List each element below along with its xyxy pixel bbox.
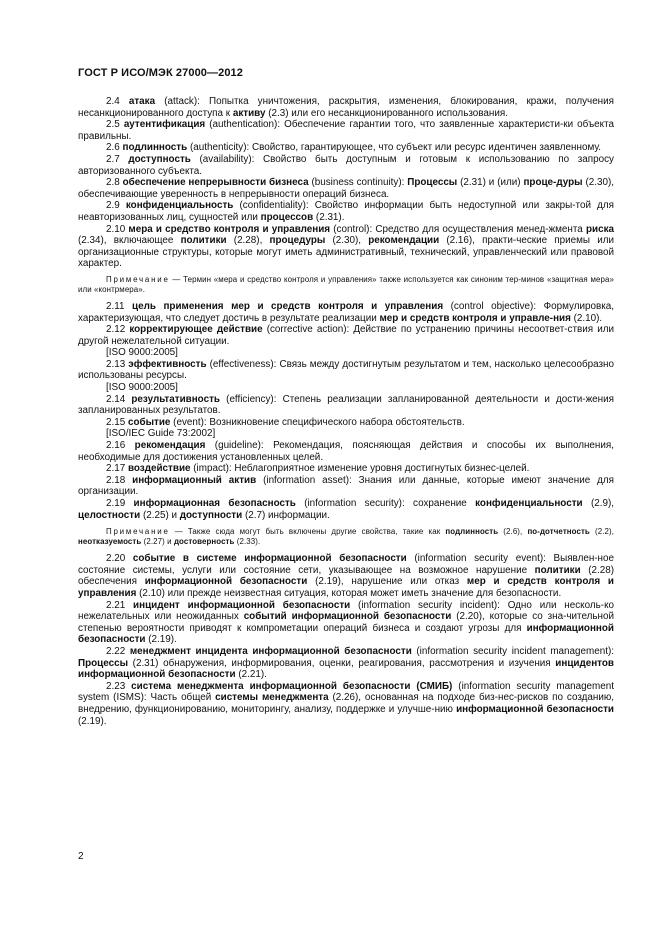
text-run: 2.12 xyxy=(106,324,130,336)
bold-term: событий информационной безопасности xyxy=(243,611,452,623)
bold-term: информационной безопасности xyxy=(144,576,308,588)
text-run: (2.19). xyxy=(145,634,177,646)
bold-term: мер и средств контроля и управле-ния xyxy=(379,312,571,324)
bold-term: мер и средств контроля и управления xyxy=(78,576,614,599)
text-run: (authenticity): Свойство, гарантирующее, что субъект или ресурс идентичен заявленному. xyxy=(187,142,602,154)
bold-term: мера и средство контроля и управления xyxy=(128,223,331,235)
text-run: (2.25) и xyxy=(140,509,180,521)
text-run: (information security management system (ISMS): Часть общей xyxy=(78,680,615,704)
text-run: (2.26), основанная на подходе биз-нес-рисков по созданию, внедрению, функционированию, мониторингу, анализу, поддержке и улучше-нию xyxy=(78,692,615,715)
bold-term: рекомендации xyxy=(368,235,440,247)
bold-term: процессов xyxy=(260,211,314,223)
bold-term: событие в системе информационной безопасности xyxy=(132,553,407,565)
text-run: 2.19 xyxy=(106,498,134,509)
bold-term: событие xyxy=(127,416,171,428)
term-definition xyxy=(78,200,614,223)
text-run: [ISO 9000:2005] xyxy=(106,347,178,359)
text-run: (2.19). xyxy=(78,715,107,727)
bold-term: доступность xyxy=(128,153,191,165)
bold-term: по-дотчетность xyxy=(527,527,590,537)
note-label: Примечание xyxy=(106,274,170,284)
text-run: 2.23 xyxy=(106,680,132,692)
term-definition xyxy=(78,154,614,177)
text-run: (2.28), xyxy=(226,235,270,247)
term-definition xyxy=(78,301,614,324)
text-run: (control): Средство для осуществления менед-жмента xyxy=(330,223,586,235)
text-run: 2.20 xyxy=(106,553,133,565)
term-definition xyxy=(78,440,614,463)
text-run: (2.7) информации. xyxy=(242,509,330,521)
term-definition xyxy=(78,417,614,429)
text-run: (2.30), обеспечивающие уверенность в непрерывности операций бизнеса. xyxy=(78,177,614,200)
text-run: (information security incident management): xyxy=(411,645,614,657)
text-run: 2.16 xyxy=(106,440,135,452)
text-run: 2.11 xyxy=(106,300,133,312)
reference-citation xyxy=(78,428,614,440)
document-header: ГОСТ Р ИСО/МЭК 27000—2012 xyxy=(78,67,243,79)
text-run: — Термин «мера и средство контроля и управления» также используется как синоним тер-минов «защитная мера» или «контрмера». xyxy=(78,274,614,294)
term-definition xyxy=(78,600,614,646)
text-run: (business continuity): xyxy=(308,177,408,189)
bold-term: подлинность xyxy=(122,142,188,154)
text-run: (2.33). xyxy=(234,537,261,547)
text-run: (2.10) или прежде неизвестная ситуация, которая может иметь значение для безопасности. xyxy=(136,587,562,599)
bold-term: политики xyxy=(180,235,227,247)
text-run: (attack): Попытка уничтожения, раскрытия, изменения, блокирования, кражи, получения несанкционированного доступа к xyxy=(78,96,614,119)
text-run: (information security incident): Одно или несколь-ко нежелательных или неожиданных xyxy=(78,599,614,623)
bold-term: обеспечение непрерывности бизнеса xyxy=(122,177,309,189)
text-run: [ISO 9000:2005] xyxy=(106,382,178,394)
document-body xyxy=(78,96,614,727)
text-run: (2.19), нарушение или отказ xyxy=(307,576,467,588)
text-run: (2.27) и xyxy=(141,537,174,547)
bold-term: корректирующее действие xyxy=(129,324,263,336)
text-run: 2.18 xyxy=(106,474,133,486)
bold-term: воздействие xyxy=(127,463,191,475)
bold-term: неотказуемость xyxy=(78,537,142,547)
text-run: 2.22 xyxy=(106,645,130,657)
bold-term: Процессы xyxy=(78,657,129,669)
text-run: (control objective): Формулировка, характеризующая, что следует достичь в результате реализации xyxy=(78,300,614,324)
term-definition xyxy=(78,142,614,154)
text-run: (2.31). xyxy=(313,211,345,223)
term-definition xyxy=(78,324,614,347)
term-definition xyxy=(78,646,614,681)
term-definition xyxy=(78,177,614,200)
text-run: (2.20), которые со зна-чительной степенью вероятности приводят к компрометации операций бизнеса и создают угрозы для xyxy=(78,611,614,634)
bold-term: целостности xyxy=(78,509,141,521)
bold-term: инцидентов информационной безопасности xyxy=(78,657,614,681)
term-definition xyxy=(78,553,614,599)
bold-term: инцидент информационной безопасности xyxy=(133,599,351,611)
bold-term: политики xyxy=(534,564,581,576)
text-run: 2.13 xyxy=(106,358,129,370)
text-run: (authentication): Обеспечение гарантии того, что заявленные характеристи-ки объекта правильны. xyxy=(78,119,614,142)
note-label: Примечание xyxy=(106,527,170,537)
term-definition xyxy=(78,681,614,727)
text-run: (availability): Свойство быть доступным и готовым к использованию по запросу авторизованного субъекта. xyxy=(78,153,614,177)
bold-term: эффективность xyxy=(128,358,207,370)
text-run: 2.9 xyxy=(106,200,126,212)
reference-citation xyxy=(78,347,614,359)
text-run: — Также сюда могут быть включены другие свойства, такие как xyxy=(169,527,446,537)
text-run: (2.16), практи-ческие приемы или организационные структуры, которые могут иметь административный, технический, управленческий или правовой характер. xyxy=(78,235,614,270)
bold-term: информационной безопасности xyxy=(78,622,614,646)
bold-term: цель применения мер и средств контроля и управления xyxy=(132,300,444,312)
bold-term: система менеджмента информационной безопасности (СМИБ) xyxy=(131,680,453,692)
text-run: 2.21 xyxy=(106,599,134,611)
text-run: (information security): сохранение xyxy=(295,498,476,509)
text-run: (2.21). xyxy=(235,669,267,681)
note-paragraph xyxy=(78,275,614,295)
text-run: 2.7 xyxy=(106,153,129,165)
text-run: (information security event): Выявлен-ное состояние системы, услуги или состояние сети, указывающее на возможное нарушение xyxy=(78,553,614,576)
bold-term: активу xyxy=(232,107,266,119)
text-run: (2.31) и (или) xyxy=(457,177,524,189)
text-run: (confidentiality): Свойство информации быть недоступной или закры-той для неавторизованных лиц, сущностей или xyxy=(78,200,614,223)
text-run: (corrective action): Действие по устранению причины несоответ-ствия или другой нежелательной ситуации. xyxy=(78,324,614,347)
text-run: (2.31) обнаружения, информирования, оценки, реагирования, рассмотрения и изучения xyxy=(128,657,556,669)
bold-term: менеджмент инцидента информационной безопасности xyxy=(129,645,412,657)
term-definition xyxy=(78,475,614,498)
note-paragraph xyxy=(78,527,614,547)
bold-term: системы менеджмента xyxy=(215,692,329,704)
text-run: (efficiency): Степень реализации запланированной деятельности и дости-жения запланированных результатов. xyxy=(78,393,614,417)
bold-term: информационной безопасности xyxy=(456,703,614,715)
text-run: (2.10). xyxy=(570,312,603,324)
term-definition xyxy=(78,224,614,270)
bold-term: аутентификация xyxy=(123,119,206,131)
bold-term: достоверность xyxy=(173,537,235,547)
bold-term: риска xyxy=(585,223,614,235)
text-run: (2.3) или его несанкционированного использования. xyxy=(265,107,508,119)
text-run: 2.14 xyxy=(106,393,132,405)
bold-term: подлинность xyxy=(445,527,499,537)
text-run: 2.5 xyxy=(106,119,124,131)
term-definition xyxy=(78,498,614,521)
text-run: 2.10 xyxy=(106,223,129,235)
term-definition xyxy=(78,463,614,475)
bold-term: рекомендация xyxy=(134,440,206,452)
bold-term: результативность xyxy=(131,393,220,405)
reference-citation xyxy=(78,382,614,394)
text-run: (impact): Неблагоприятное изменение уровня достигнутых бизнес-целей. xyxy=(190,463,530,475)
text-run: (2.28) обеспечения xyxy=(78,564,614,588)
text-run: (2.34), включающее xyxy=(78,235,181,247)
bold-term: конфиденциальности xyxy=(475,498,583,509)
text-run: 2.8 xyxy=(106,177,123,189)
bold-term: конфиденциальность xyxy=(125,200,234,212)
term-definition xyxy=(78,119,614,142)
bold-term: процедуры xyxy=(269,235,326,247)
text-run: 2.4 xyxy=(106,96,129,107)
text-run: (2.30), xyxy=(325,235,369,247)
text-run: 2.17 xyxy=(106,463,128,475)
text-run: (information asset): Знания или данные, которые имеют значение для организации. xyxy=(78,474,614,498)
text-run: (guideline): Рекомендация, поясняющая действия и способы их выполнения, необходимые для достижения установленных целей. xyxy=(78,440,614,463)
term-definition xyxy=(78,96,614,119)
text-run: (2.9), xyxy=(582,498,614,509)
text-run: (effectiveness): Связь между достигнутым результатом и тем, насколько целесообразно использованы ресурсы. xyxy=(78,358,614,382)
bold-term: доступности xyxy=(179,509,243,521)
term-definition xyxy=(78,394,614,417)
text-run: [ISO/IEC Guide 73:2002] xyxy=(106,428,216,440)
term-definition xyxy=(78,359,614,382)
bold-term: информационный актив xyxy=(132,474,257,486)
text-run: 2.15 xyxy=(106,416,128,428)
text-run: (2.2), xyxy=(589,527,614,537)
bold-term: информационная безопасность xyxy=(133,498,296,509)
bold-term: атака xyxy=(128,96,156,107)
text-run: (event): Возникновение специфического набора обстоятельств. xyxy=(170,416,465,428)
bold-term: проце-дуры xyxy=(523,177,583,189)
bold-term: Процессы xyxy=(407,177,458,189)
text-run: (2.6), xyxy=(498,527,528,537)
text-run: 2.6 xyxy=(106,142,123,154)
page-number: 2 xyxy=(78,851,84,862)
